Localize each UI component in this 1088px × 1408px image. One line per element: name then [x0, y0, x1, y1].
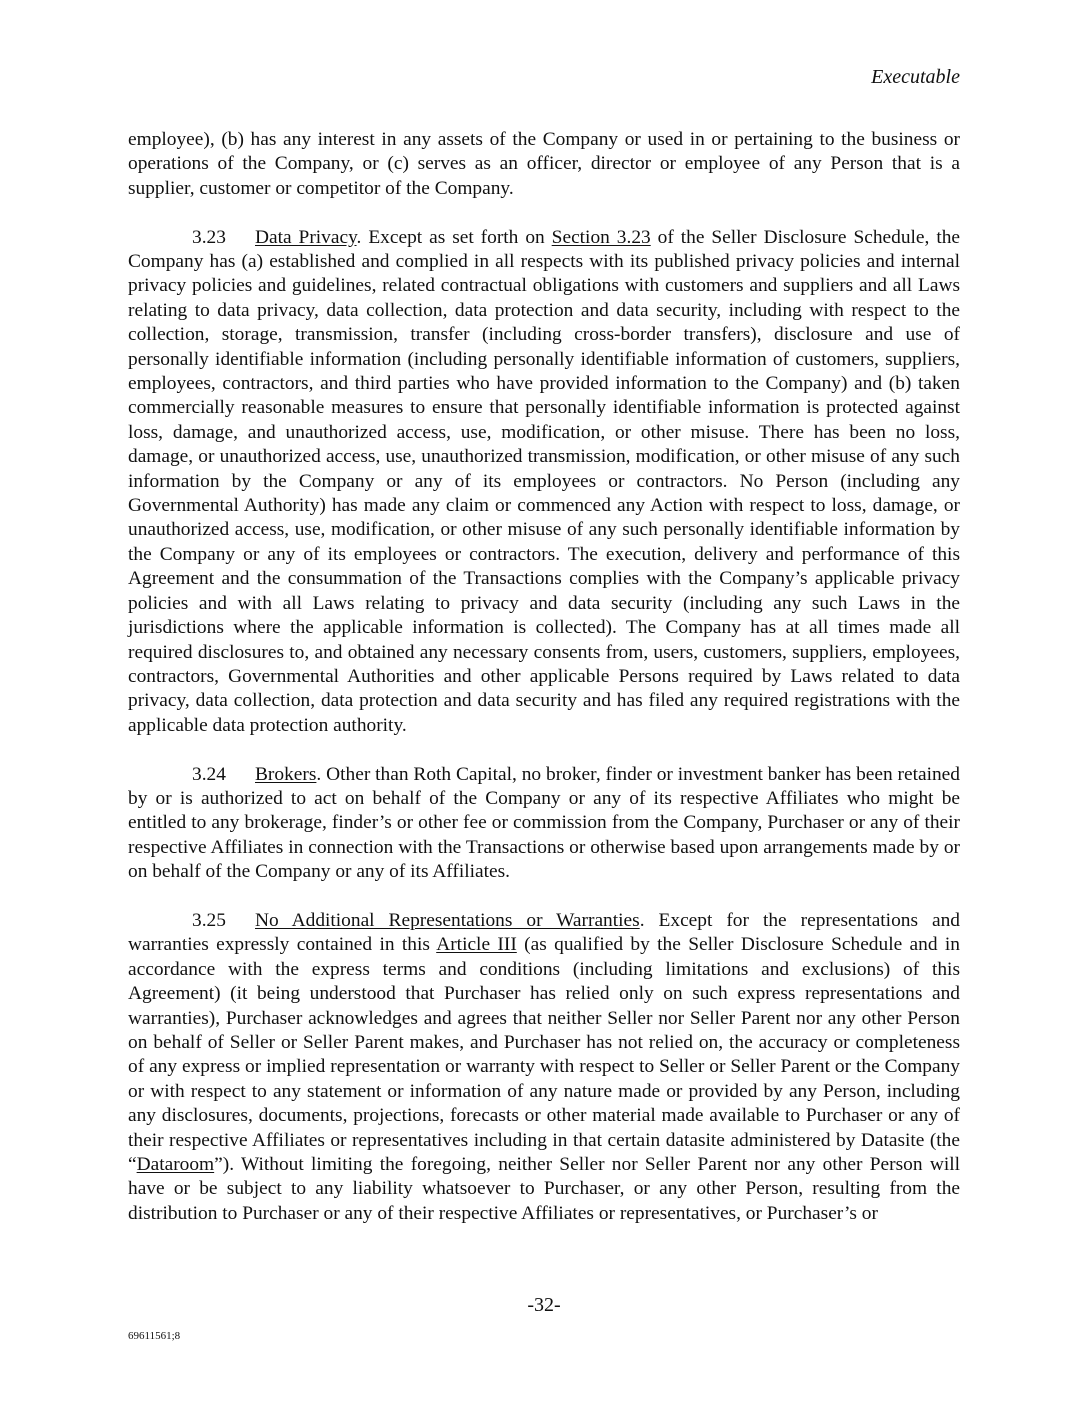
section-3-24-body: . Other than Roth Capital, no broker, finder or investment banker has been retained by or is authorized to act on behalf of the Company or any of its respective Affiliates who might be entitled to any brokerage, finder’s or other fee or commission from the Company, Purchaser or any of their respective Affiliates in connection with the Transactions or otherwise based upon arrangements made by or on behalf of the Company or any of its Affiliates. [128, 763, 960, 883]
section-3-25-paragraph [128, 909, 960, 1226]
section-3-24-heading: Brokers [255, 763, 317, 785]
section-3-25-heading: No Additional Representations or Warranties [255, 909, 640, 931]
section-3-23-ref: Section 3.23 [551, 226, 651, 248]
section-3-24-number: 3.24 [192, 763, 226, 785]
continuation-paragraph: employee), (b) has any interest in any assets of the Company or used in or pertaining to the business or operations of the Company, or (c) serves as an officer, director or employee of any Person that is a supplier, customer or competitor of the Company. [128, 129, 960, 199]
section-3-25-lead: . Except for the representations and warranties expressly contained in this [128, 909, 960, 956]
dataroom-defined-term: Dataroom [136, 1154, 215, 1176]
section-3-23-lead: . Except as set forth on [356, 226, 552, 248]
section-3-25-body-2: ”). Without limiting the foregoing, neither Seller nor Seller Parent nor any other Person will have or be subject to any liability whatsoever to Purchaser, or any other Person, resulting from the distribution to Purchaser or any of their respective Affiliates or representatives, or Purchaser’s or [128, 1154, 960, 1224]
section-3-25-number: 3.25 [192, 909, 226, 931]
section-3-25-body-1: (as qualified by the Seller Disclosure Schedule and in accordance with the express terms and conditions (including limitations and exclusions) of this Agreement) (it being understood that Purchaser has relied only on such express representations and warranties), Purchaser acknowledges and agrees that neither Seller nor Seller Parent nor any other Person on behalf of Seller or Seller Parent makes, and Purchaser has not relied on, the accuracy or completeness of any express or implied representation or warranty with respect to Seller or Seller Parent or the Company or with respect to any statement or information of any nature made or provided by any Person, including any disclosures, documents, projections, forecasts or other material made available to Purchaser or any of their respective Affiliates or representatives including in that certain datasite administered by Datasite (the “ [128, 934, 960, 1176]
section-3-24-paragraph [128, 763, 960, 885]
section-3-23-paragraph [128, 226, 960, 739]
section-3-25-ref: Article III [436, 934, 517, 956]
section-3-23-number: 3.23 [192, 226, 226, 248]
section-3-23-heading: Data Privacy [255, 226, 357, 248]
document-body [128, 128, 960, 1251]
header-label: Executable [871, 66, 960, 88]
section-3-23-body: of the Seller Disclosure Schedule, the Company has (a) established and complied in all respects with its published privacy policies and internal privacy policies and guidelines, related contractual obligations with customers and suppliers and all Laws relating to data privacy, data collection, data protection and data security, including with respect to the collection, storage, transmission, transfer (including cross-border transfers), disclosure and use of personally identifiable information (including personally identifiable information of customers, suppliers, employees, contractors, and third parties who have provided information to the Company) and (b) taken commercially reasonable measures to ensure that personally identifiable information is protected against loss, damage, and unauthorized access, use, modification, or other misuse. There has been no loss, damage, or unauthorized access, use, unauthorized transmission, modification, or other misuse of any such information by the Company or any of its employees or contractors. No Person (including any Governmental Authority) has made any claim or commenced any Action with respect to loss, damage, or unauthorized access, use, modification, or other misuse of any such personally identifiable information by the Company or any of its employees or contractors. The execution, delivery and performance of this Agreement and the consummation of the Transactions complies with the Company’s applicable privacy policies and with all Laws relating to privacy and data security (including any such Laws in the jurisdictions where the applicable information is collected). The Company has at all times made all required disclosures to, and obtained any necessary consents from, users, customers, suppliers, employees, contractors, Governmental Authorities and other applicable Persons required by Laws related to data privacy, data collection, data protection and data security and has filed any required registrations with the applicable data protection authority. [128, 226, 961, 736]
page-number: -32- [527, 1294, 561, 1316]
document-id: 69611561;8 [128, 1330, 181, 1342]
